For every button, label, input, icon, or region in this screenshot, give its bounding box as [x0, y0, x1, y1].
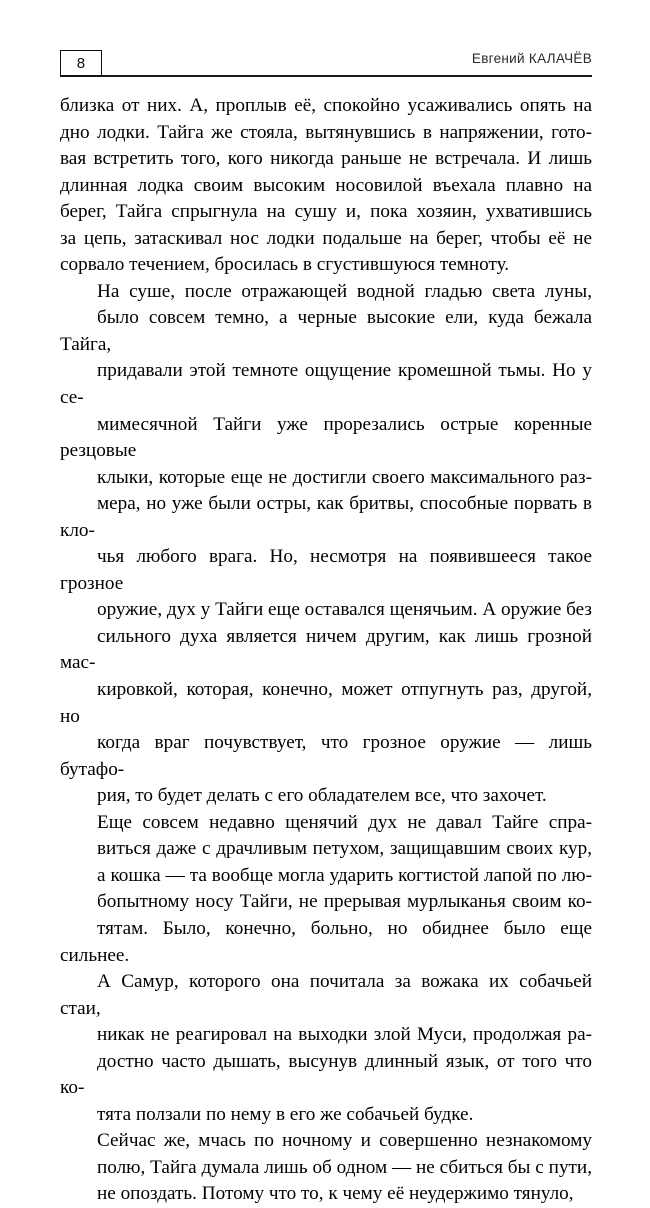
paragraph — [60, 93, 592, 279]
text-line: сильного духа является ничем другим, как лишь грозной мас- — [60, 625, 597, 674]
text-line: рия, то будет делать с его обладателем все, что захочет. — [97, 785, 547, 807]
text-line: вая встретить того, кого никогда раньше не встречала. И лишь — [60, 148, 592, 170]
text-line: придавали этой темноте ощущение кромешной тьмы. Но у се- — [60, 360, 597, 409]
text-line: а кошка — та вообще могла ударить когтистой лапой по лю- — [97, 864, 592, 886]
text-line: полю, Тайга думала лишь об одном — не сбиться бы с пути, — [97, 1156, 592, 1178]
page-number: 8 — [76, 54, 86, 72]
text-line: когда враг почувствует, что грозное оружие — лишь бутафо- — [60, 732, 597, 780]
header-divider-rule — [60, 75, 592, 77]
text-line: достно часто дышать, высунув длинный язык, от того что ко- — [60, 1050, 597, 1099]
page-number-box — [60, 50, 102, 76]
text-line: не опоздать. Потому что то, к чему её неудержимо тянуло, — [97, 1183, 574, 1205]
paragraph — [60, 1128, 592, 1208]
text-line: мимесячной Тайги уже прорезались острые коренные резцовые — [60, 413, 597, 462]
text-line: бопытному носу Тайги, не прерывая мурлыканья своим ко- — [97, 891, 592, 913]
paragraph — [60, 810, 597, 1129]
text-line: длинная лодка своим высоким носовилой въехала плавно на — [60, 174, 592, 196]
text-line: чья любого врага. Но, несмотря на появившееся такое грозное — [60, 546, 597, 594]
text-line: за цепь, затаскивал нос лодки подальше на берег, чтобы её не — [60, 227, 592, 249]
text-line: На суше, после отражающей водной гладью света луны, — [97, 280, 592, 302]
text-line: сорвало течением, бросилась в сгустившуюся темноту. — [60, 254, 510, 276]
text-line: дно лодки. Тайга же стояла, вытянувшись в напряжении, гото- — [60, 121, 592, 143]
text-line: тята ползали по нему в его же собачьей будке. — [97, 1103, 474, 1125]
text-line: берег, Тайга спрыгнула на сушу и, пока хозяин, ухватившись — [60, 201, 592, 223]
text-line: тятам. Было, конечно, больно, но обиднее было еще сильнее. — [60, 917, 597, 966]
text-line: кировкой, которая, конечно, может отпугнуть раз, другой, но — [60, 679, 597, 727]
body-text — [60, 93, 597, 1208]
text-line: было совсем темно, а черные высокие ели, куда бежала Тайга, — [60, 307, 597, 355]
text-line: оружие, дух у Тайги еще оставался щенячьим. А оружие без — [97, 599, 592, 621]
text-line: виться даже с драчливым петухом, защищавшим своих кур, — [97, 838, 592, 860]
text-line: Еще совсем недавно щенячий дух не давал Тайге спра- — [97, 811, 592, 833]
text-line: клыки, которые еще не достигли своего максимального раз- — [97, 466, 592, 488]
text-line: близка от них. А, проплыв её, спокойно усаживались опять на — [60, 95, 592, 116]
text-line: Сейчас же, мчась по ночному и совершенно незнакомому — [97, 1130, 592, 1152]
running-head — [60, 44, 592, 80]
text-line: никак не реагировал на выходки злой Муси, продолжая ра- — [97, 1024, 592, 1046]
paragraph — [60, 279, 597, 810]
author-name: Евгений КАЛАЧЁВ — [466, 49, 592, 69]
text-line: мера, но уже были остры, как бритвы, способные порвать в кло- — [60, 493, 597, 541]
text-line: А Самур, которого она почитала за вожака их собачьей стаи, — [60, 971, 597, 1019]
